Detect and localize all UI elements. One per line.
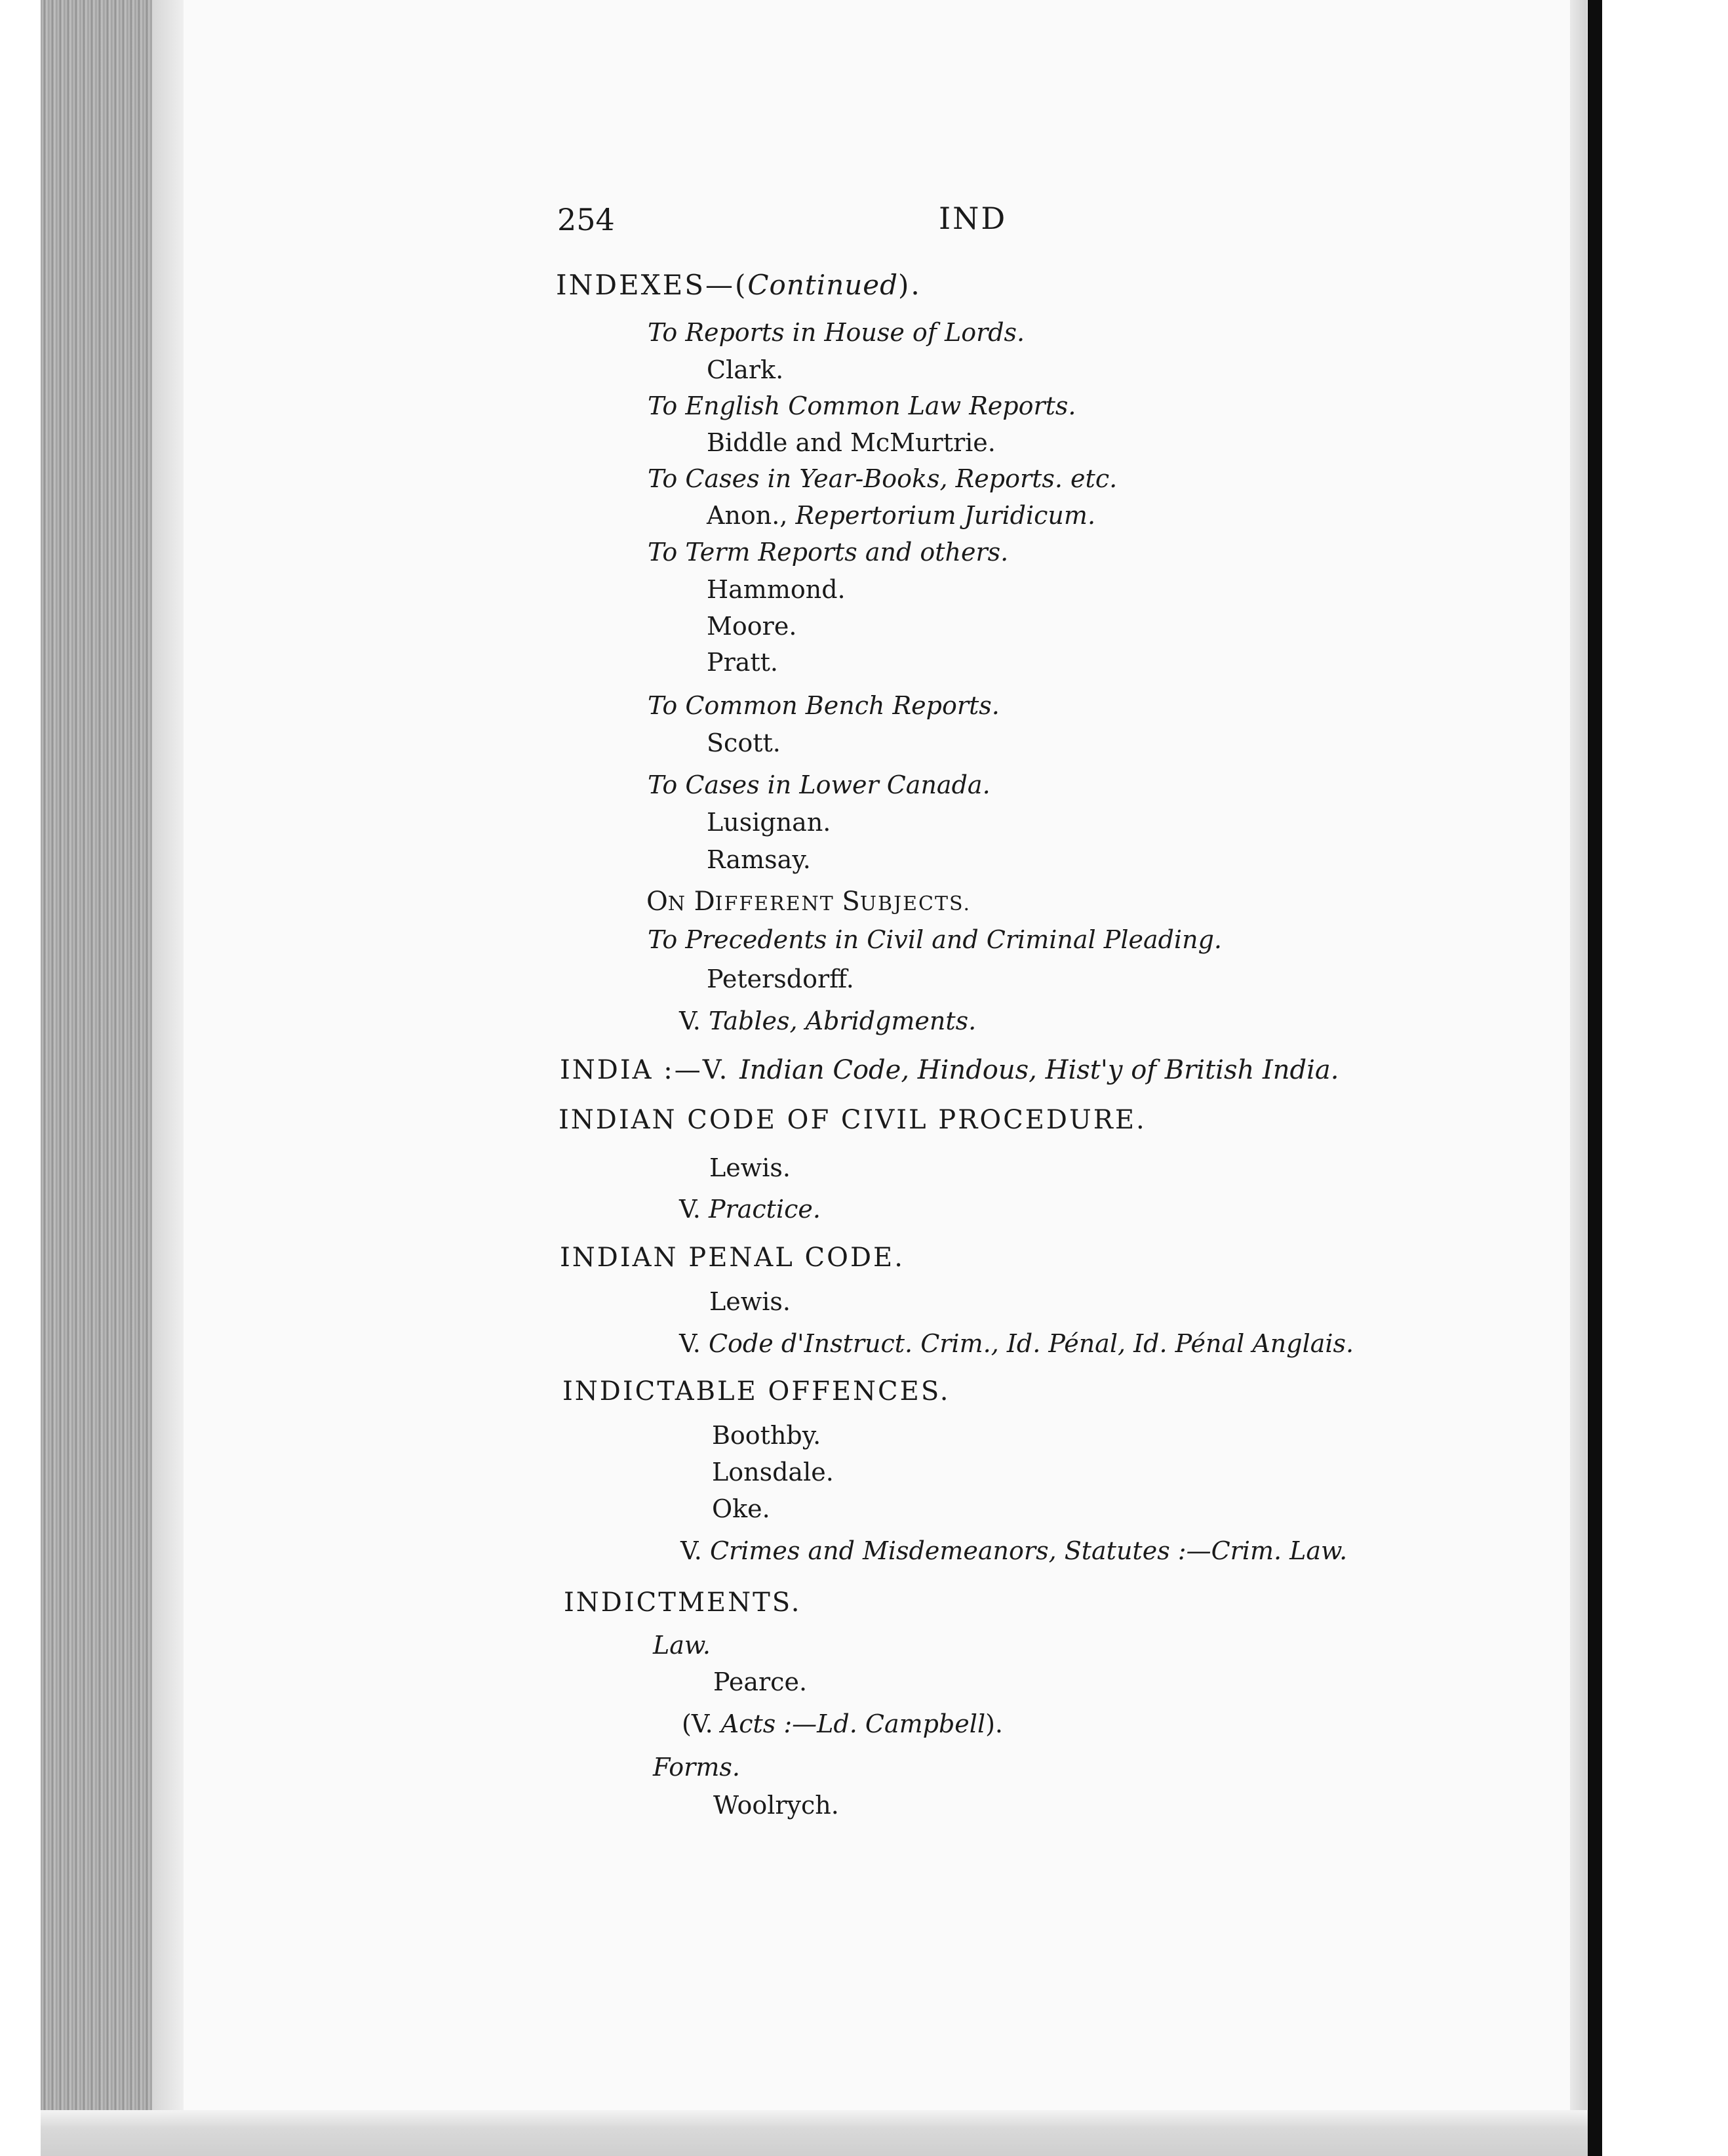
heading-indexes: INDEXES—(Continued). (556, 269, 922, 301)
heading-indian-code-civil: INDIAN CODE OF CIVIL PROCEDURE. (559, 1105, 1147, 1135)
sub-lower-canada: To Cases in Lower Canada. (648, 770, 991, 799)
entry-woolrych: Woolrych. (713, 1791, 839, 1820)
running-head: IND (939, 201, 1008, 236)
sub-house-of-lords: To Reports in House of Lords. (648, 318, 1025, 347)
entry-petersdorff: Petersdorff. (707, 965, 854, 993)
heading-indictable: INDICTABLE OFFENCES. (562, 1376, 951, 1407)
crossref-crimes: V. Crimes and Misdemeanors, Statutes :—Crim. Law. (680, 1536, 1348, 1565)
entry-lonsdale: Lonsdale. (712, 1458, 834, 1487)
entry-anon: Anon., Repertorium Juridicum. (707, 501, 1096, 530)
entry-scott: Scott. (707, 729, 781, 757)
sub-precedents: To Precedents in Civil and Criminal Pleading. (648, 925, 1222, 954)
entry-lewis-2: Lewis. (709, 1287, 791, 1316)
heading-india: INDIA :—V. Indian Code, Hindous, Hist'y of British India. (560, 1055, 1339, 1085)
entry-boothby: Boothby. (712, 1421, 821, 1450)
crossref-practice: V. Practice. (679, 1195, 821, 1224)
entry-biddle: Biddle and McMurtrie. (707, 428, 996, 457)
sub-law: Law. (653, 1631, 711, 1660)
page-number: 254 (557, 202, 615, 237)
heading-indian-penal: INDIAN PENAL CODE. (560, 1243, 905, 1273)
page-right-shadow (1570, 0, 1587, 2125)
sub-term-reports: To Term Reports and others. (648, 538, 1009, 567)
sub-year-books: To Cases in Year-Books, Reports. etc. (648, 464, 1118, 493)
heading-indictments: INDICTMENTS. (564, 1587, 802, 1618)
entry-pratt: Pratt. (707, 648, 779, 677)
entry-pearce: Pearce. (713, 1667, 808, 1696)
entry-oke: Oke. (712, 1494, 770, 1523)
crossref-code-instruct: V. Code d'Instruct. Crim., Id. Pénal, Id. Pénal Anglais. (679, 1329, 1354, 1358)
sub-on-different-subjects: ON DIFFERENT SUBJECTS. (646, 887, 971, 917)
page-gutter (152, 0, 184, 2156)
book-bottom-edge (41, 2110, 1588, 2156)
entry-hammond: Hammond. (707, 575, 846, 604)
crossref-acts: (V. Acts :—Ld. Campbell). (682, 1709, 1004, 1738)
entry-lewis-1: Lewis. (709, 1153, 791, 1182)
sub-forms: Forms. (653, 1753, 740, 1782)
book-page-edges (41, 0, 152, 2156)
entry-moore: Moore. (707, 612, 797, 641)
entry-ramsay: Ramsay. (707, 845, 811, 874)
scan-border (1588, 0, 1602, 2156)
crossref-tables: V. Tables, Abridgments. (679, 1007, 977, 1035)
sub-common-bench: To Common Bench Reports. (648, 691, 1000, 720)
sub-english-common-law: To English Common Law Reports. (648, 391, 1076, 420)
entry-lusignan: Lusignan. (707, 808, 831, 837)
entry-clark: Clark. (707, 355, 784, 384)
